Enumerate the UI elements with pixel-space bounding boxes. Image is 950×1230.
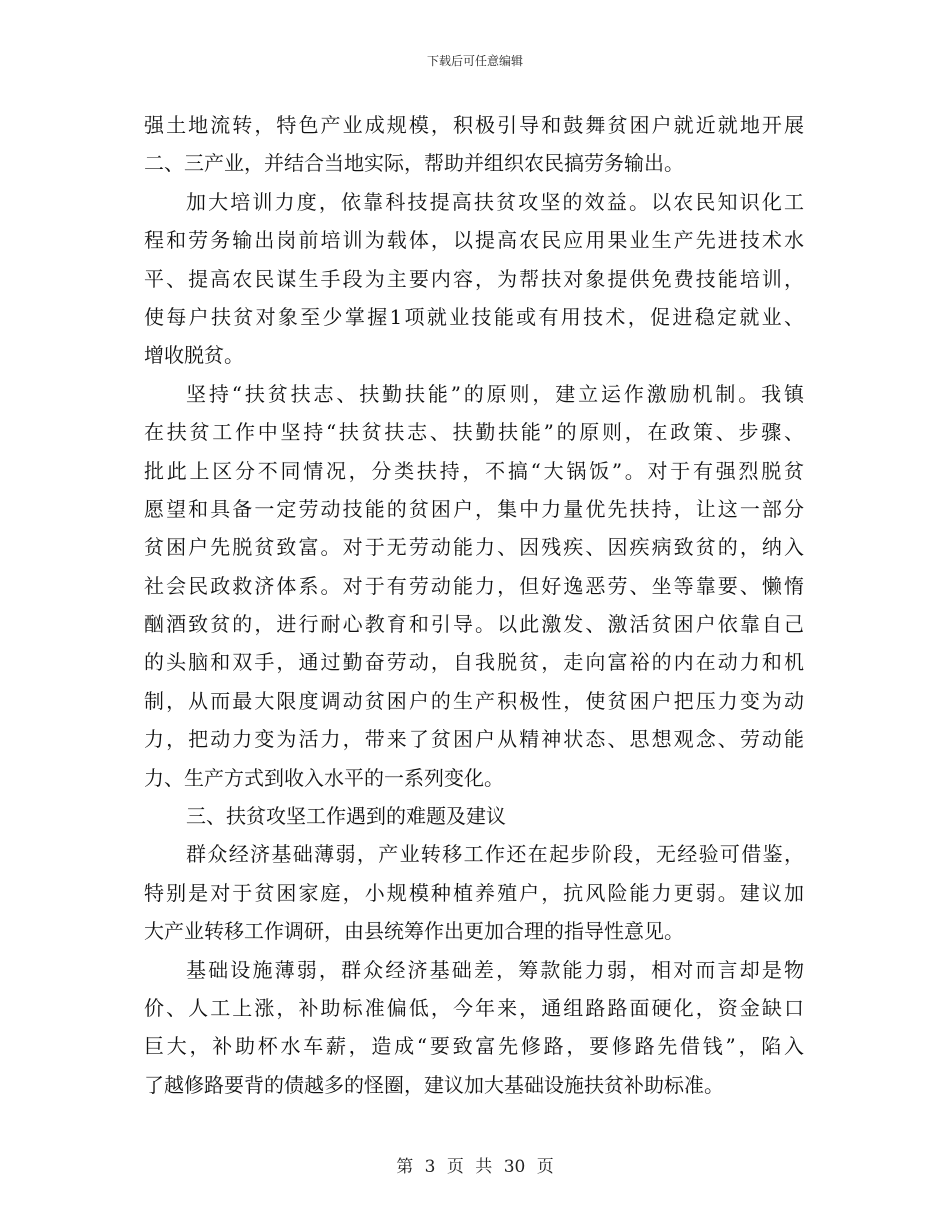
text-line: 程和劳务输出岗前培训为载体，以提高农民应用果业生产先进技术水	[144, 228, 804, 253]
text-line: 增收脱贫。	[144, 343, 244, 368]
text-line: 酗酒致贫的，进行耐心教育和引导。以此激发、激活贫困户依靠自己	[144, 612, 804, 637]
text-line: 巨大，补助杯水车薪，造成“要致富先修路，要修路先借钱”，陷入	[144, 1034, 804, 1059]
text-line: 贫困户先脱贫致富。对于无劳动能力、因残疾、因疾病致贫的，纳入	[144, 535, 804, 560]
text-line: 特别是对于贫困家庭，小规模种植养殖户，抗风险能力更弱。建议加	[144, 880, 804, 905]
text-line: 批此上区分不同情况，分类扶持，不搞“大锅饭”。对于有强烈脱贫	[144, 458, 804, 483]
text-line: 的头脑和双手，通过勤奋劳动，自我脱贫，走向富裕的内在动力和机	[144, 650, 804, 675]
text-line: 二、三产业，并结合当地实际，帮助并组织农民搞劳务输出。	[144, 151, 684, 176]
text-line: 三、扶贫攻坚工作遇到的难题及建议	[186, 804, 506, 829]
text-line: 强土地流转，特色产业成规模，积极引导和鼓舞贫困户就近就地开展	[144, 113, 804, 137]
text-line: 基础设施薄弱，群众经济基础差，筹款能力弱，相对而言却是物	[186, 957, 804, 982]
text-line: 平、提高农民谋生手段为主要内容，为帮扶对象提供免费技能培训，	[144, 266, 804, 291]
text-line: 加大培训力度，依靠科技提高扶贫攻坚的效益。以农民知识化工	[186, 189, 804, 214]
text-line: 群众经济基础薄弱，产业转移工作还在起步阶段，无经验可借鉴，	[186, 842, 804, 867]
text-line: 了越修路要背的债越多的怪圈，建议加大基础设施扶贫补助标准。	[144, 1072, 724, 1097]
document-body	[144, 106, 804, 1104]
text-line: 在扶贫工作中坚持“扶贫扶志、扶勤扶能”的原则，在政策、步骤、	[144, 420, 804, 445]
page-footer: 第 3 页 共 30 页	[396, 1157, 554, 1177]
text-line: 愿望和具备一定劳动技能的贫困户，集中力量优先扶持，让这一部分	[144, 496, 804, 521]
text-line: 力、生产方式到收入水平的一系列变化。	[144, 765, 504, 790]
text-line: 社会民政救济体系。对于有劳动能力，但好逸恶劳、坐等靠要、懒惰	[144, 573, 804, 598]
text-line: 大产业转移工作调研，由县统筹作出更加合理的指导性意见。	[144, 919, 684, 944]
text-line: 力，把动力变为活力，带来了贫困户从精神状态、思想观念、劳动能	[144, 727, 804, 752]
page-header: 下载后可任意编辑	[426, 54, 523, 68]
text-line: 坚持“扶贫扶志、扶勤扶能”的原则，建立运作激励机制。我镇	[186, 381, 804, 406]
text-line: 制，从而最大限度调动贫困户的生产积极性，使贫困户把压力变为动	[144, 688, 804, 713]
text-line: 使每户扶贫对象至少掌握1项就业技能或有用技术，促进稳定就业、	[144, 304, 804, 329]
text-line: 价、人工上涨，补助标准偏低，今年来，通组路路面硬化，资金缺口	[144, 995, 804, 1020]
